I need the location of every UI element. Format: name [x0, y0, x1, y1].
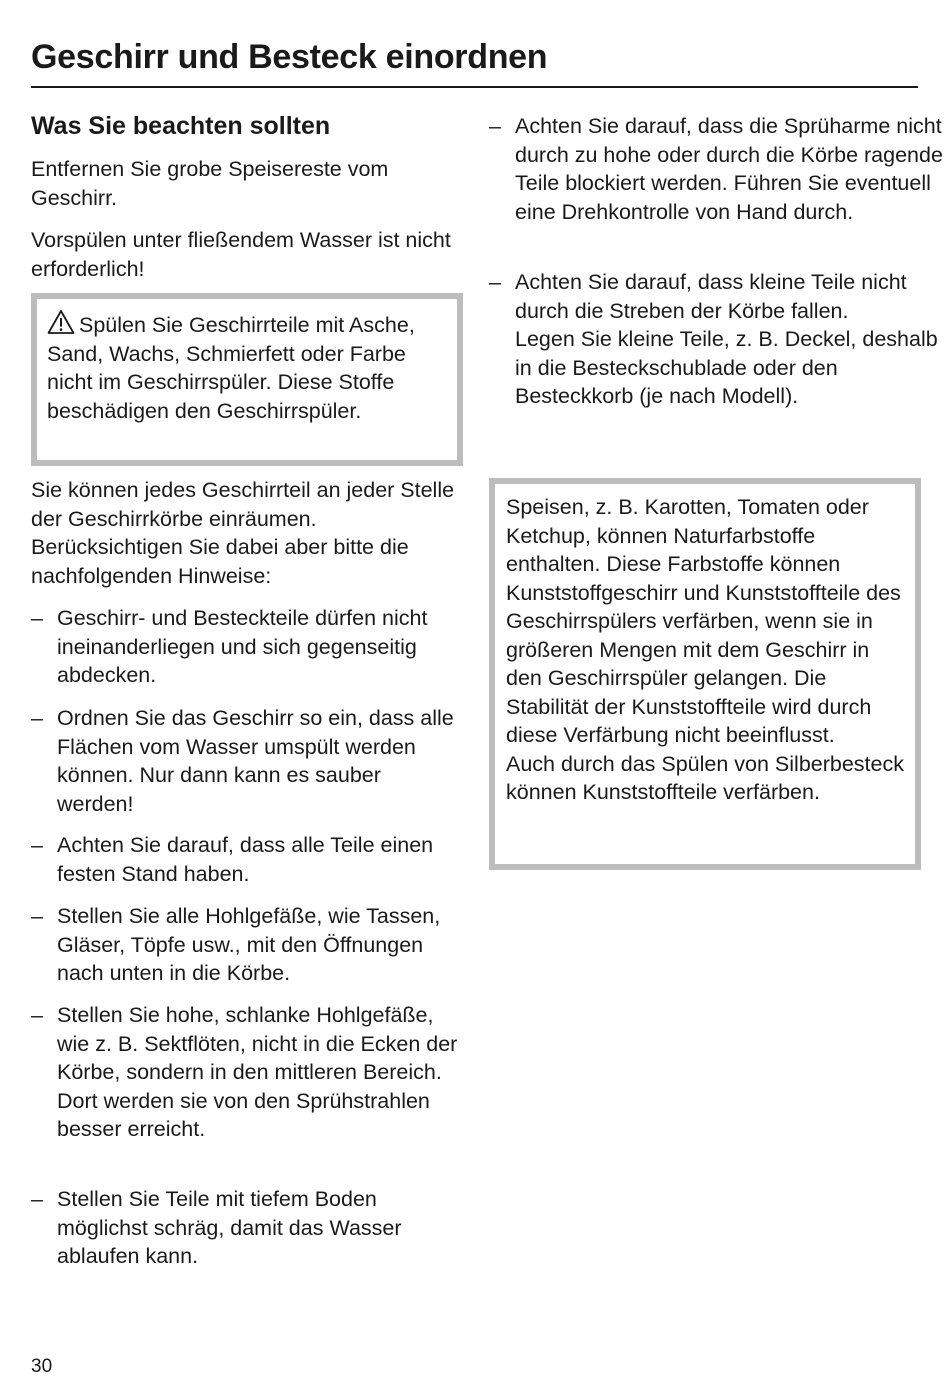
list-item-text: Achten Sie darauf, dass kleine Teile nicht durch die Streben der Körbe fallen. Legen Sie kleine Teile, z. B. Deckel, deshalb in die Besteckschublade oder den Besteckkorb (je nach Modell). [515, 270, 938, 408]
intro-paragraph-1: Entfernen Sie grobe Speisereste vom Geschirr. [31, 157, 389, 210]
list-item: – Stellen Sie alle Hohlgefäße, wie Tassen, Gläser, Töpfe usw., mit den Öffnungen nach unten in die Körbe. [31, 902, 463, 988]
page-title: Geschirr und Besteck einordnen [31, 38, 548, 76]
list-item-text: Geschirr- und Besteckteile dürfen nicht ineinanderliegen und sich gegenseitig abdecken. [57, 606, 428, 687]
list-item-text: Stellen Sie hohe, schlanke Hohlgefäße, wie z. B. Sektflöten, nicht in die Ecken der Körbe, sondern in den mittleren Bereich. Dort werden sie von den Sprühstrahlen besser erreicht. [57, 1003, 458, 1141]
warning-box [31, 293, 463, 466]
list-item-text: Ordnen Sie das Geschirr so ein, dass alle Flächen vom Wasser umspült werden können. Nur dann kann es sauber werden! [57, 706, 454, 816]
section-heading: Was Sie beachten sollten [31, 112, 331, 140]
list-item: – Stellen Sie Teile mit tiefem Boden möglichst schräg, damit das Wasser ablaufen kann. [31, 1185, 463, 1271]
info-box [489, 478, 921, 870]
list-item: – Achten Sie darauf, dass die Sprüharme nicht durch zu hohe oder durch die Körbe ragende Teile blockiert werden. Führen Sie eventuell eine Drehkontrolle von Hand durch. [489, 112, 947, 226]
list-item: – Ordnen Sie das Geschirr so ein, dass alle Flächen vom Wasser umspült werden können. Nur dann kann es sauber werden! [31, 704, 463, 818]
instructions-paragraph: Sie können jedes Geschirrteil an jeder Stelle der Geschirrkörbe einräumen. Berücksichtigen Sie dabei aber bitte die nachfolgenden Hinweise: [31, 478, 455, 588]
list-item-text: Stellen Sie Teile mit tiefem Boden möglichst schräg, damit das Wasser ablaufen kann. [57, 1187, 402, 1268]
warning-text: Spülen Sie Geschirrteile mit Asche, Sand, Wachs, Schmierfett oder Farbe nicht im Geschirrspüler. Diese Stoffe beschädigen den Geschirrspüler. [47, 313, 415, 423]
intro-paragraph-2: Vorspülen unter fließendem Wasser ist nicht erforderlich! [31, 228, 451, 281]
list-item: – Geschirr- und Besteckteile dürfen nicht ineinanderliegen und sich gegenseitig abdecken. [31, 604, 463, 690]
list-item: – Achten Sie darauf, dass alle Teile einen festen Stand haben. [31, 831, 463, 888]
page-number: 30 [31, 1356, 53, 1377]
list-item-text: Achten Sie darauf, dass alle Teile einen festen Stand haben. [57, 833, 434, 886]
list-item-text: Stellen Sie alle Hohlgefäße, wie Tassen, Gläser, Töpfe usw., mit den Öffnungen nach unten in die Körbe. [57, 904, 441, 985]
list-item: – Stellen Sie hohe, schlanke Hohlgefäße, wie z. B. Sektflöten, nicht in die Ecken der Körbe, sondern in den mittleren Bereich. Dort werden sie von den Sprühstrahlen besser erreicht. [31, 1001, 463, 1144]
list-item: – Achten Sie darauf, dass kleine Teile nicht durch die Streben der Körbe fallen. Legen Sie kleine Teile, z. B. Deckel, deshalb in die Besteckschublade oder den Besteckkorb (je nach Modell). [489, 268, 947, 411]
title-divider [31, 86, 918, 88]
list-item-text: Achten Sie darauf, dass die Sprüharme nicht durch zu hohe oder durch die Körbe ragende Teile blockiert werden. Führen Sie eventuell eine Drehkontrolle von Hand durch. [515, 114, 943, 224]
warning-paragraph [47, 309, 447, 425]
info-text: Speisen, z. B. Karotten, Tomaten oder Ketchup, können Naturfarbstoffe enthalten. Diese Farbstoffe können Kunststoffgeschirr und Kunststoffteile des Geschirrspülers verfärben, wenn sie in größeren Mengen mit dem Geschirr in den Geschirrspüler gelangen. Die Stabilität der Kunststoffteile wird durch diese Verfärbung nicht beeinflusst. Auch durch das Spülen von Silberbesteck können Kunststoffteile verfärben. [506, 495, 904, 804]
warning-triangle-icon [47, 309, 75, 335]
